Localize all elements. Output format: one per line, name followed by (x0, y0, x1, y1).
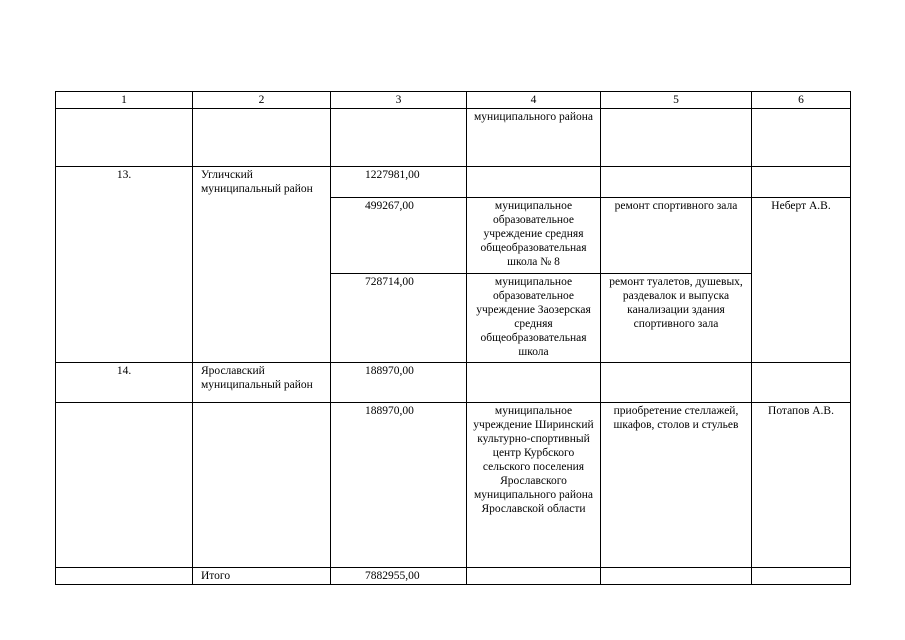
cell (193, 109, 331, 167)
responsible-person: Неберт А.В. (752, 198, 851, 363)
header-col-5: 5 (601, 92, 752, 109)
cell (601, 568, 752, 585)
district-total: 1227981,00 (331, 167, 467, 198)
grand-total: 7882955,00 (331, 568, 467, 585)
cell (56, 109, 193, 167)
cell (752, 568, 851, 585)
cell (467, 363, 601, 403)
header-col-1: 1 (56, 92, 193, 109)
institution-cell: муниципальное образовательное учреждение Заозерская средняя общеобразовательная школа (467, 274, 601, 363)
item-row (56, 403, 851, 568)
cell (601, 167, 752, 198)
district-row-14 (56, 363, 851, 403)
responsible-person: Потапов А.В. (752, 403, 851, 568)
work-cell: приобретение стеллажей, шкафов, столов и стульев (601, 403, 752, 568)
cell (601, 109, 752, 167)
cell (56, 403, 193, 568)
cell (331, 109, 467, 167)
header-row (56, 92, 851, 109)
item-amount: 188970,00 (331, 403, 467, 568)
row-number: 14. (56, 363, 193, 403)
work-cell: ремонт туалетов, душевых, раздевалок и выпуска канализации здания спортивного зала (601, 274, 752, 363)
institution-cell: муниципального района (467, 109, 601, 167)
total-label: Итого (193, 568, 331, 585)
district-total: 188970,00 (331, 363, 467, 403)
total-row (56, 568, 851, 585)
cell (467, 167, 601, 198)
district-row-13 (56, 167, 851, 198)
cell (467, 568, 601, 585)
header-col-2: 2 (193, 92, 331, 109)
allocation-table (55, 91, 851, 585)
work-cell: ремонт спортивного зала (601, 198, 752, 274)
item-amount: 728714,00 (331, 274, 467, 363)
institution-cell: муниципальное образовательное учреждение средняя общеобразовательная школа № 8 (467, 198, 601, 274)
cell (752, 109, 851, 167)
item-amount: 499267,00 (331, 198, 467, 274)
district-name: Угличский муниципальный район (193, 167, 331, 363)
header-col-3: 3 (331, 92, 467, 109)
continuation-row (56, 109, 851, 167)
cell (193, 403, 331, 568)
institution-cell: муниципальное учреждение Ширинский культурно-спортивный центр Курбского сельского поселения Ярославского муниципального района Ярославской области (467, 403, 601, 568)
cell (752, 363, 851, 403)
cell (752, 167, 851, 198)
row-number: 13. (56, 167, 193, 363)
header-col-6: 6 (752, 92, 851, 109)
cell (56, 568, 193, 585)
header-col-4: 4 (467, 92, 601, 109)
district-name: Ярославский муниципальный район (193, 363, 331, 403)
cell (601, 363, 752, 403)
